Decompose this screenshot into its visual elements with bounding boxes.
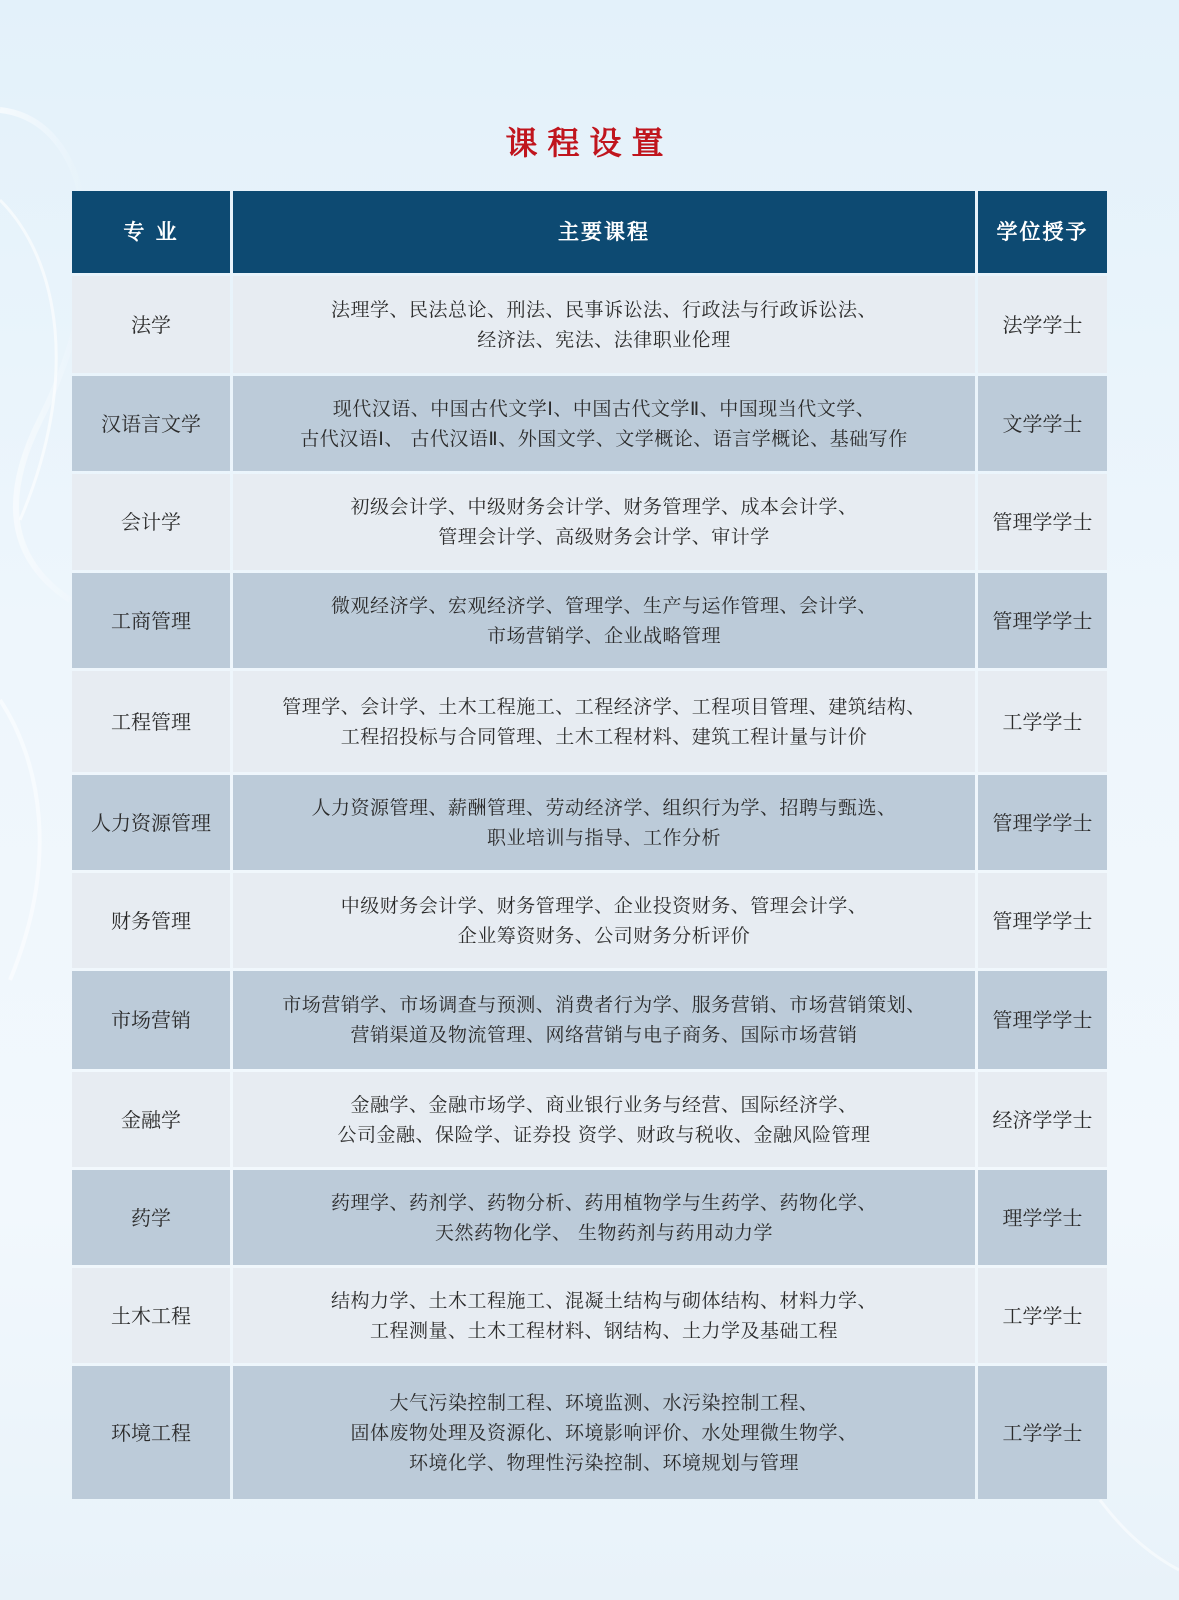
courses-cell [233, 474, 975, 570]
degree-cell: 工学学士 [978, 1268, 1107, 1363]
major-cell: 人力资源管理 [72, 775, 230, 870]
courses-line: 工程测量、土木工程材料、钢结构、土力学及基础工程 [369, 1319, 838, 1342]
major-cell: 市场营销 [72, 971, 230, 1069]
degree-cell: 文学学士 [978, 376, 1107, 471]
major-cell: 金融学 [72, 1072, 230, 1167]
course-table [72, 191, 1107, 1499]
courses-cell [233, 1366, 975, 1499]
courses-line: 环境化学、物理性污染控制、环境规划与管理 [408, 1451, 799, 1474]
courses-cell [233, 1072, 975, 1167]
courses-line: 金融学、金融市场学、商业银行业务与经营、国际经济学、 [350, 1093, 858, 1116]
major-cell: 财务管理 [72, 873, 230, 968]
courses-line: 人力资源管理、薪酬管理、劳动经济学、组织行为学、招聘与甄选、 [311, 796, 897, 819]
degree-cell: 管理学学士 [978, 971, 1107, 1069]
header-courses: 主要课程 [233, 191, 975, 273]
major-cell: 工程管理 [72, 671, 230, 772]
courses-line: 法理学、民法总论、刑法、民事诉讼法、行政法与行政诉讼法、 [330, 298, 877, 321]
major-cell: 法学 [72, 276, 230, 373]
degree-cell: 管理学学士 [978, 775, 1107, 870]
courses-line: 市场营销学、企业战略管理 [486, 624, 721, 647]
courses-cell [233, 376, 975, 471]
courses-cell [233, 971, 975, 1069]
degree-cell: 法学学士 [978, 276, 1107, 373]
page-title: 课程设置 [505, 124, 674, 162]
degree-cell: 管理学学士 [978, 573, 1107, 668]
courses-line: 职业培训与指导、工作分析 [486, 826, 721, 849]
courses-line: 公司金融、保险学、证券投 资学、财政与税收、金融风险管理 [337, 1123, 871, 1146]
major-cell: 土木工程 [72, 1268, 230, 1363]
degree-cell: 工学学士 [978, 1366, 1107, 1499]
courses-line: 经济法、宪法、法律职业伦理 [477, 328, 731, 351]
courses-line: 初级会计学、中级财务会计学、财务管理学、成本会计学、 [350, 496, 858, 518]
major-cell: 药学 [72, 1170, 230, 1265]
degree-cell: 管理学学士 [978, 474, 1107, 570]
courses-line: 固体废物处理及资源化、环境影响评价、水处理微生物学、 [350, 1421, 858, 1444]
courses-cell [233, 671, 975, 772]
degree-cell: 管理学学士 [978, 873, 1107, 968]
courses-line: 中级财务会计学、财务管理学、企业投资财务、管理会计学、 [340, 894, 868, 917]
courses-line: 营销渠道及物流管理、网络营销与电子商务、国际市场营销 [350, 1024, 858, 1046]
courses-cell [233, 873, 975, 968]
courses-cell [233, 1268, 975, 1363]
courses-cell [233, 276, 975, 373]
major-cell: 会计学 [72, 474, 230, 570]
courses-line: 工程招投标与合同管理、土木工程材料、建筑工程计量与计价 [340, 725, 868, 748]
header-degree: 学位授予 [978, 191, 1107, 273]
courses-cell [233, 1170, 975, 1265]
courses-line: 微观经济学、宏观经济学、管理学、生产与运作管理、会计学、 [330, 594, 877, 617]
major-cell: 环境工程 [72, 1366, 230, 1499]
courses-line: 大气污染控制工程、环境监测、水污染控制工程、 [389, 1391, 819, 1414]
courses-cell [233, 573, 975, 668]
courses-line: 管理学、会计学、土木工程施工、工程经济学、工程项目管理、建筑结构、 [282, 695, 926, 718]
courses-cell [233, 775, 975, 870]
header-major: 专 业 [72, 191, 230, 273]
degree-cell: 经济学学士 [978, 1072, 1107, 1167]
courses-line: 现代汉语、中国古代文学Ⅰ、中国古代文学Ⅱ、中国现当代文学、 [332, 397, 876, 420]
courses-line: 结构力学、土木工程施工、混凝土结构与砌体结构、材料力学、 [330, 1289, 877, 1312]
courses-line: 管理会计学、高级财务会计学、审计学 [438, 526, 770, 548]
courses-line: 古代汉语Ⅰ、 古代汉语Ⅱ、外国文学、文学概论、语言学概论、基础写作 [300, 427, 908, 450]
major-cell: 汉语言文学 [72, 376, 230, 471]
courses-line: 药理学、药剂学、药物分析、药用植物学与生药学、药物化学、 [330, 1191, 877, 1214]
courses-line: 市场营销学、市场调查与预测、消费者行为学、服务营销、市场营销策划、 [282, 994, 926, 1016]
degree-cell: 理学学士 [978, 1170, 1107, 1265]
major-cell: 工商管理 [72, 573, 230, 668]
courses-line: 企业筹资财务、公司财务分析评价 [457, 924, 751, 947]
courses-line: 天然药物化学、 生物药剂与药用动力学 [434, 1221, 774, 1244]
degree-cell: 工学学士 [978, 671, 1107, 772]
